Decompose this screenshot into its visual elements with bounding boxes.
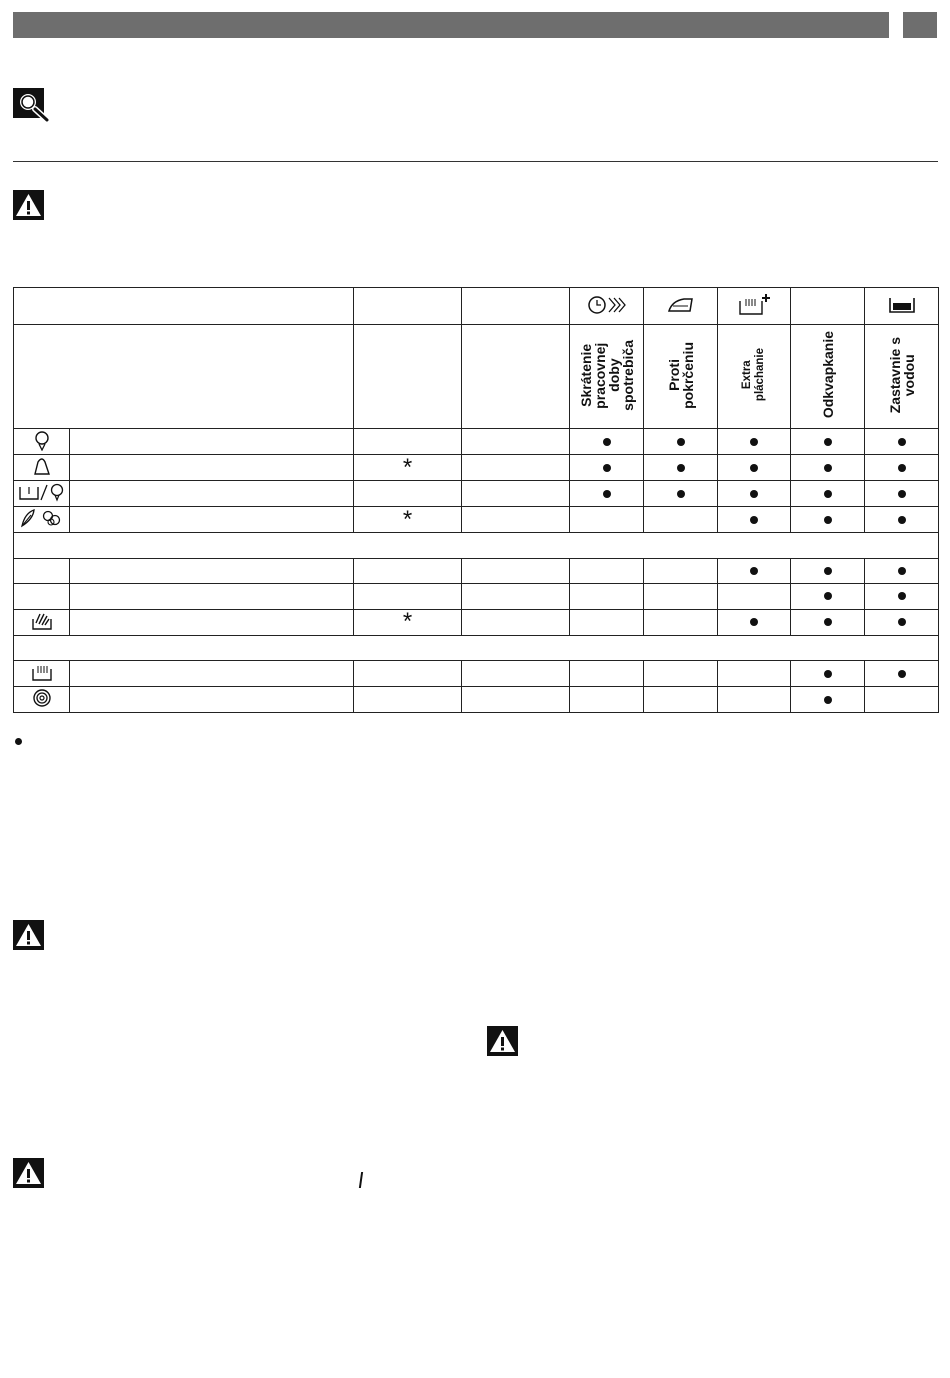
option-header-label: Extra pláchanie [741,348,766,402]
option-cell [791,507,865,533]
available-dot [824,567,832,575]
asterisk-mark: * [402,505,413,533]
option-cell [644,507,718,533]
divider [13,161,938,162]
table-row [14,507,939,533]
header-cell [14,325,354,429]
available-dot [824,618,832,626]
option-header-label-cell [791,325,865,429]
available-dot [677,438,685,446]
warning-icon [13,1158,44,1188]
option-cell [865,687,939,713]
program-name-cell [70,481,354,507]
load-cell [462,609,570,635]
program-icon-cell [14,661,70,687]
available-dot [824,592,832,600]
option-cell [718,455,791,481]
header-cell [354,325,462,429]
table-row [14,429,939,455]
option-cell [865,429,939,455]
program-icon-cell [14,429,70,455]
program-icon-cell [14,609,70,635]
temperature-cell [354,481,462,507]
temperature-cell [354,609,462,635]
option-cell [570,584,644,610]
program-name-cell [70,507,354,533]
program-icon-cell [14,558,70,584]
option-cell [644,429,718,455]
available-dot [824,516,832,524]
handwash-icon [30,621,54,635]
header-icon-cell [570,288,644,325]
option-cell [570,661,644,687]
warning-icon [13,190,44,220]
program-icon-cell [14,481,70,507]
option-cell [644,609,718,635]
text-mark [359,1172,363,1188]
option-cell [570,481,644,507]
option-cell [718,507,791,533]
temperature-cell [354,661,462,687]
load-cell [462,558,570,584]
available-dot [824,490,832,498]
option-header-label: Odkvapkanie [819,331,836,419]
option-cell [791,481,865,507]
option-cell [644,558,718,584]
warning-icon [487,1026,518,1056]
load-cell [462,455,570,481]
option-cell [718,558,791,584]
available-dot [750,438,758,446]
option-cell [570,507,644,533]
extra-rinse-icon [737,306,771,320]
available-dot [898,516,906,524]
header-icon-cell [865,288,939,325]
program-icon-cell [14,687,70,713]
load-cell [462,661,570,687]
header-cell [462,288,570,325]
option-cell [570,455,644,481]
option-cell [718,609,791,635]
available-dot [898,618,906,626]
option-cell [865,558,939,584]
program-icon-cell [14,507,70,533]
available-dot [677,490,685,498]
option-cell [865,481,939,507]
option-cell [718,661,791,687]
program-name-cell [70,584,354,610]
synthetics-icon [31,466,53,480]
option-cell [791,455,865,481]
option-cell [791,584,865,610]
spin-icon [31,698,53,712]
asterisk-mark: * [402,608,413,635]
option-cell [865,507,939,533]
option-header-label-cell [644,325,718,429]
header-cell [14,288,354,325]
available-dot [603,438,611,446]
temperature-cell [354,455,462,481]
option-cell [644,455,718,481]
load-cell [462,687,570,713]
temperature-cell [354,507,462,533]
legend-dot [15,738,22,745]
option-cell [865,455,939,481]
available-dot [824,670,832,678]
header-icon-cell [718,288,791,325]
temperature-cell [354,584,462,610]
option-cell [865,584,939,610]
time-saver-icon [585,306,629,320]
option-cell [644,584,718,610]
available-dot [898,490,906,498]
asterisk-mark: * [402,453,413,481]
option-cell [718,481,791,507]
available-dot [824,696,832,704]
available-dot [898,464,906,472]
option-header-label: Proti pokrčeniu [665,341,696,409]
option-header-label: Skrátenie pracovnej doby spotrebiča [577,339,636,411]
section-row [14,635,939,661]
option-cell [644,687,718,713]
header-cell [462,325,570,429]
table-row [14,481,939,507]
iron-icon [666,303,696,317]
option-cell [718,584,791,610]
page-number-box [903,12,937,38]
available-dot [824,438,832,446]
program-name-cell [70,558,354,584]
option-cell [791,687,865,713]
magnifier-icon [13,88,49,122]
options-table [13,287,939,713]
available-dot [603,464,611,472]
load-cell [462,584,570,610]
available-dot [750,464,758,472]
available-dot [824,464,832,472]
option-cell [718,429,791,455]
option-header-label-cell [865,325,939,429]
load-cell [462,507,570,533]
option-cell [718,687,791,713]
program-icon-cell [14,455,70,481]
section-row [14,533,939,559]
load-cell [462,429,570,455]
available-dot [750,490,758,498]
program-name-cell [70,609,354,635]
header-bar [13,12,889,38]
rinse-hold-icon [887,304,917,318]
available-dot [898,567,906,575]
table-row [14,558,939,584]
option-cell [791,609,865,635]
available-dot [603,490,611,498]
option-header-label-cell [570,325,644,429]
header-icon-cell [644,288,718,325]
option-cell [644,481,718,507]
temperature-cell [354,558,462,584]
option-cell [570,558,644,584]
available-dot [898,592,906,600]
warning-icon [13,920,44,950]
option-header-label: Zastavnie s vodou [886,336,917,414]
option-cell [865,609,939,635]
header-icon-cell [791,288,865,325]
program-name-cell [70,429,354,455]
option-header-label-cell [718,325,791,429]
available-dot [750,516,758,524]
temperature-cell [354,429,462,455]
load-cell [462,481,570,507]
option-cell [791,429,865,455]
header-cell [354,288,462,325]
available-dot [677,464,685,472]
option-cell [570,429,644,455]
program-name-cell [70,687,354,713]
temperature-cell [354,687,462,713]
available-dot [898,670,906,678]
table-row [14,661,939,687]
table-row [14,455,939,481]
table-row [14,609,939,635]
available-dot [750,618,758,626]
program-name-cell [70,661,354,687]
table-row [14,687,939,713]
program-name-cell [70,455,354,481]
option-cell [865,661,939,687]
option-cell [570,687,644,713]
option-cell [570,609,644,635]
rinse-icon [30,672,54,686]
delicates-wool-icon [19,518,65,532]
option-cell [791,661,865,687]
option-cell [644,661,718,687]
program-icon-cell [14,584,70,610]
table-row [14,584,939,610]
available-dot [898,438,906,446]
option-cell [791,558,865,584]
available-dot [750,567,758,575]
cotton-icon [31,440,53,454]
mixed-icon [17,492,67,506]
